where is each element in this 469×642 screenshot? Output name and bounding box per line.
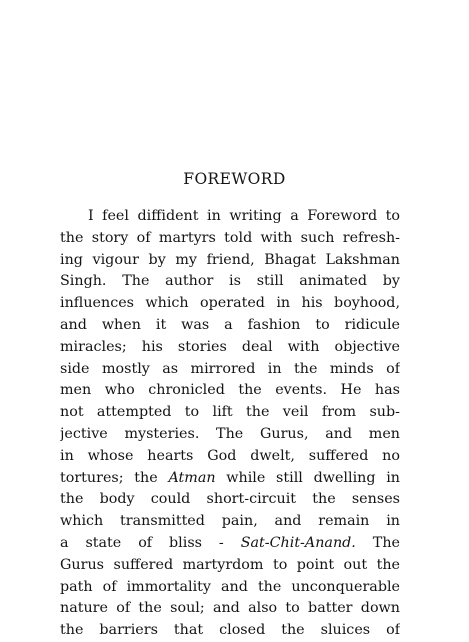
text-line: which transmitted pain, and remain in (60, 513, 400, 530)
text-line: in whose hearts God dwelt, suffered no (60, 447, 400, 464)
text-line: I feel diffident in writing a Foreword to (88, 208, 400, 224)
italic-term: Atman (168, 469, 216, 486)
text-line: miracles; his stories deal with objective (60, 338, 400, 355)
page-title: FOREWORD (183, 170, 286, 188)
text-line: path of immortality and the unconquerable (60, 578, 400, 595)
text-line: Gurus suffered martyrdom to point out the (60, 556, 400, 573)
text-line: nature of the soul; and also to batter down (60, 600, 400, 617)
text-line: a state of bliss - Sat-Chit-Anand. The (60, 534, 400, 551)
text-line: ing vigour by my friend, Bhagat Lakshman (60, 251, 400, 268)
text-line: influences which operated in his boyhood, (60, 295, 400, 312)
text-line: not attempted to lift the veil from sub- (60, 404, 400, 421)
text-line: the barriers that closed the sluices of (60, 622, 400, 639)
italic-term: Sat-Chit-Anand. (240, 534, 356, 551)
text-line: the story of martyrs told with such refresh- (60, 229, 400, 246)
text-line: side mostly as mirrored in the minds of (60, 360, 400, 377)
text-line: and when it was a fashion to ridicule (60, 316, 400, 333)
foreword-text (60, 206, 400, 642)
text-line: men who chronicled the events. He has (60, 382, 400, 399)
text-line: the body could short-circuit the senses (60, 491, 400, 508)
text-line: jective mysteries. The Gurus, and men (60, 425, 400, 442)
text-line: Singh. The author is still animated by (60, 273, 400, 290)
text-line: tortures; the Atman while still dwelling in (60, 469, 400, 486)
